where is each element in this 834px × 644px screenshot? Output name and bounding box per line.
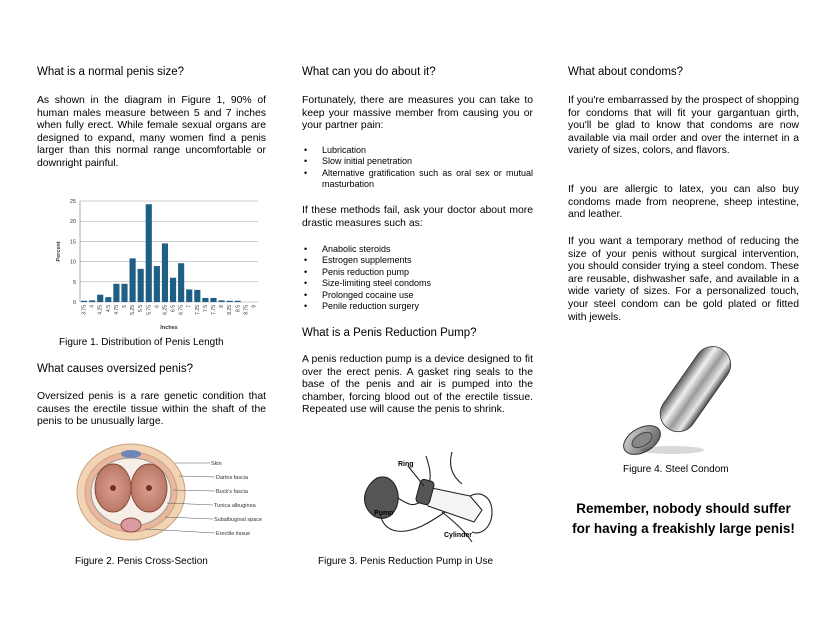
paragraph-condoms-1: If you're embarrassed by the prospect of shopping for condoms that will fit your gargantuan girth, you'll be glad to know that condoms are now available via mail order and over the internet in a variety of sizes, colors, and flavors. xyxy=(568,95,799,157)
list-item: • Slow initial penetration xyxy=(302,156,533,167)
figure-4-caption: Figure 4. Steel Condom xyxy=(623,464,729,475)
list-item: • Lubrication xyxy=(302,145,533,156)
cross-section-label-5: Erectile tissue xyxy=(216,531,251,537)
histogram-bar xyxy=(121,284,127,302)
histogram-bar xyxy=(170,278,176,302)
x-tick-label: 8.5 xyxy=(235,305,242,312)
histogram-bar xyxy=(235,301,241,302)
histogram-bar xyxy=(97,295,103,302)
paragraph-measures: Fortunately, there are measures you can take to keep your massive member from causing you or your partner pain: xyxy=(302,95,533,132)
heading-normal-size: What is a normal penis size? xyxy=(37,66,185,78)
cross-section-label-0: Skin xyxy=(211,461,222,467)
histogram-bar xyxy=(227,301,233,302)
paragraph-reduction-pump: A penis reduction pump is a device designed to fit over the erect penis. A gasket ring seals to the base of the penis and air is pumped into the chamber, forcing blood out of the erectile tissue. Repeated use will cause the penis to shrink. xyxy=(302,354,533,416)
histogram-bar xyxy=(219,300,225,302)
x-tick-label: 6.75 xyxy=(178,305,185,315)
x-tick-label: 7.5 xyxy=(202,305,209,312)
histogram-bar xyxy=(105,297,111,302)
histogram-bar xyxy=(113,284,119,302)
x-tick-label: 9 xyxy=(251,305,258,308)
heading-what-can-you-do: What can you do about it? xyxy=(302,66,436,78)
histogram-bar xyxy=(146,204,152,302)
cross-section-label-3: Tunica albuginea xyxy=(214,503,256,509)
histogram-bar xyxy=(178,263,184,302)
paragraph-normal-size: As shown in the diagram in Figure 1, 90% of human males measure between 5 and 7 inches when fully erect. While female sexual organs are designed to expand, many women find a penis larger than this normal range uncomfortable or downright painful. xyxy=(37,95,266,169)
figure-3-caption: Figure 3. Penis Reduction Pump in Use xyxy=(318,556,494,567)
x-tick-label: 8.75 xyxy=(243,305,250,315)
heading-reduction-pump: What is a Penis Reduction Pump? xyxy=(302,327,477,339)
x-tick-label: 7 xyxy=(186,305,193,308)
y-tick-label: 20 xyxy=(69,219,76,226)
cross-section-label-2: Buck's fascia xyxy=(216,489,248,495)
x-tick-label: 6.25 xyxy=(162,305,169,315)
reduction-pump-figure xyxy=(352,446,512,550)
x-tick-label: 4.5 xyxy=(105,305,112,312)
x-tick-label: 5.25 xyxy=(130,305,137,315)
histogram-bar xyxy=(154,266,160,302)
histogram-bar xyxy=(89,300,95,302)
histogram-bar xyxy=(130,258,136,302)
x-tick-label: 6 xyxy=(154,305,161,308)
x-tick-label: 7.25 xyxy=(194,305,201,315)
histogram-bar xyxy=(138,269,144,302)
y-tick-label: 15 xyxy=(69,239,76,246)
penis-length-histogram xyxy=(54,196,259,331)
histogram-bar xyxy=(186,289,192,302)
list-item: • Size-limiting steel condoms xyxy=(302,278,533,289)
cross-section-label-4: Subalbuginal space xyxy=(214,517,263,523)
drastic-measures-list xyxy=(302,244,533,312)
pump-label-pump: Pump xyxy=(374,510,394,517)
histogram-bar xyxy=(194,290,200,302)
x-tick-label: 7.75 xyxy=(211,305,217,315)
figure-1-caption: Figure 1. Distribution of Penis Length xyxy=(59,337,224,348)
measures-list xyxy=(302,145,533,191)
heading-causes: What causes oversized penis? xyxy=(37,363,193,375)
y-axis-title: Percent xyxy=(56,241,62,262)
x-tick-label: 5 xyxy=(122,305,128,308)
x-tick-label: 5.5 xyxy=(138,305,145,312)
x-tick-label: 8.25 xyxy=(227,305,234,315)
x-axis-title: Inches xyxy=(160,325,178,331)
x-tick-label: 8 xyxy=(219,305,226,308)
list-item: • Penis reduction pump xyxy=(302,267,533,278)
list-item: • Estrogen supplements xyxy=(302,255,533,266)
cross-section-label-1: Dartos fascia xyxy=(216,475,249,481)
list-item: • Prolonged cocaine use xyxy=(302,290,533,301)
x-tick-label: 4.75 xyxy=(113,305,120,315)
y-tick-label: 0 xyxy=(72,300,76,306)
y-tick-label: 5 xyxy=(72,279,76,286)
x-tick-label: 5.75 xyxy=(146,305,153,315)
histogram-bar xyxy=(81,301,87,302)
histogram-bar xyxy=(162,243,168,302)
figure-2-caption: Figure 2. Penis Cross-Section xyxy=(75,556,208,567)
heading-condoms: What about condoms? xyxy=(568,66,684,78)
penis-cross-section-figure xyxy=(75,441,263,545)
y-tick-label: 10 xyxy=(69,259,76,266)
paragraph-causes: Oversized penis is a rare genetic condition that causes the erectile tissue within the shaft of the penis to be unusually large. xyxy=(37,391,266,428)
paragraph-drastic-measures: If these methods fail, ask your doctor about more drastic measures such as: xyxy=(302,205,533,229)
steel-condom-figure xyxy=(612,336,752,460)
paragraph-condoms-3: If you want a temporary method of reducing the size of your penis without surgical intervention, you should consider trying a steel condom. These are reusable, dishwasher safe, and available in a wide variety of sizes. For a personalized touch, your steel condom can be gold plated or fitted with jewels. xyxy=(568,236,799,323)
list-item: • Anabolic steroids xyxy=(302,244,533,255)
histogram-bar xyxy=(202,298,208,302)
pump-label-ring: Ring xyxy=(398,461,414,468)
pump-label-cylinder: Cylinder xyxy=(444,532,473,539)
x-tick-label: 4.25 xyxy=(97,305,104,315)
histogram-bar xyxy=(210,298,216,302)
paragraph-condoms-2: If you are allergic to latex, you can also buy condoms made from neoprene, sheep intestine, and leather. xyxy=(568,184,799,221)
x-tick-label: 6.5 xyxy=(170,305,177,312)
list-item: • Penile reduction surgery xyxy=(302,301,533,312)
closing-callout: Remember, nobody should suffer for having a freakishly large penis! xyxy=(572,501,795,536)
y-tick-label: 25 xyxy=(69,199,76,205)
x-tick-label: 4 xyxy=(89,305,96,308)
x-tick-label: 3.75 xyxy=(81,305,88,315)
list-item: • Alternative gratification such as oral sex or mutual masturbation xyxy=(302,168,533,191)
